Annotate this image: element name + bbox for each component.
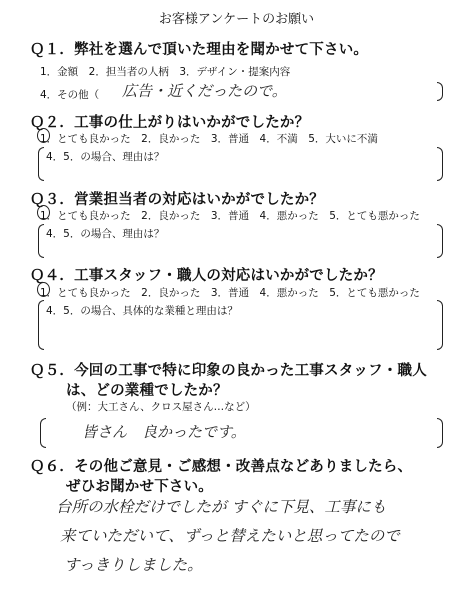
q5-handwritten-answer: 皆さん 良かったです。	[82, 423, 246, 441]
q1-right-bracket	[437, 82, 443, 101]
page-title: お客様アンケートのお願い	[158, 12, 315, 27]
q5-label-line1: Ｑ５．今回の工事で特に印象の良かった工事スタッフ・職人	[30, 363, 427, 379]
q3-right-bracket	[437, 224, 443, 258]
q5-example: （例：大工さん、クロス屋さん…など）	[66, 401, 256, 413]
q5-right-bracket	[437, 418, 443, 448]
q6-handwritten-answer-line1: 台所の水栓だけでしたが すぐに下見、工事にも	[56, 498, 387, 516]
q3-sub-question: 4．5．の場合、理由は？	[46, 228, 165, 240]
q2-left-bracket	[38, 147, 44, 181]
q4-right-bracket	[437, 300, 443, 350]
q1-options-line1: 1．金額 2．担当者の人柄 3．デザイン・提案内容	[40, 66, 291, 78]
q3-label: Ｑ３．営業担当者の対応はいかがでしたか？	[30, 192, 324, 208]
q4-options: 1．とても良かった 2．良かった 3．普通 4．悪かった 5．とても悪かった	[40, 287, 420, 299]
q4-sub-question: 4．5．の場合、具体的な業種と理由は？	[46, 305, 238, 317]
q5-label-line2: は、どの業種でしたか？	[66, 383, 228, 399]
q2-sub-question: 4．5．の場合、理由は？	[46, 151, 165, 163]
q5-left-bracket	[40, 418, 46, 448]
q2-label: Ｑ２．工事の仕上がりはいかがでしたか？	[30, 115, 310, 131]
q1-options-line2: 4．その他（	[40, 89, 100, 101]
q6-label-line1: Ｑ６．その他ご意見・ご感想・改善点などありましたら、	[30, 459, 413, 475]
q2-options: 1．とても良かった 2．良かった 3．普通 4．不満 5．大いに不満	[40, 133, 378, 145]
q6-handwritten-answer-line2: 来ていただいて、ずっと替えたいと思ってたので	[60, 527, 400, 545]
q4-left-bracket	[38, 300, 44, 350]
q3-left-bracket	[38, 224, 44, 258]
q6-label-line2: ぜひお聞かせ下さい。	[66, 479, 213, 495]
q3-options: 1．とても良かった 2．良かった 3．普通 4．悪かった 5．とても悪かった	[40, 210, 420, 222]
q1-handwritten-answer: 広告・近くだったので。	[122, 82, 287, 100]
q4-label: Ｑ４．工事スタッフ・職人の対応はいかがでしたか？	[30, 268, 383, 284]
q1-label: Ｑ１．弊社を選んで頂いた理由を聞かせて下さい。	[30, 42, 369, 58]
q2-right-bracket	[437, 147, 443, 181]
q6-handwritten-answer-line3: すっきりしました。	[64, 556, 203, 574]
